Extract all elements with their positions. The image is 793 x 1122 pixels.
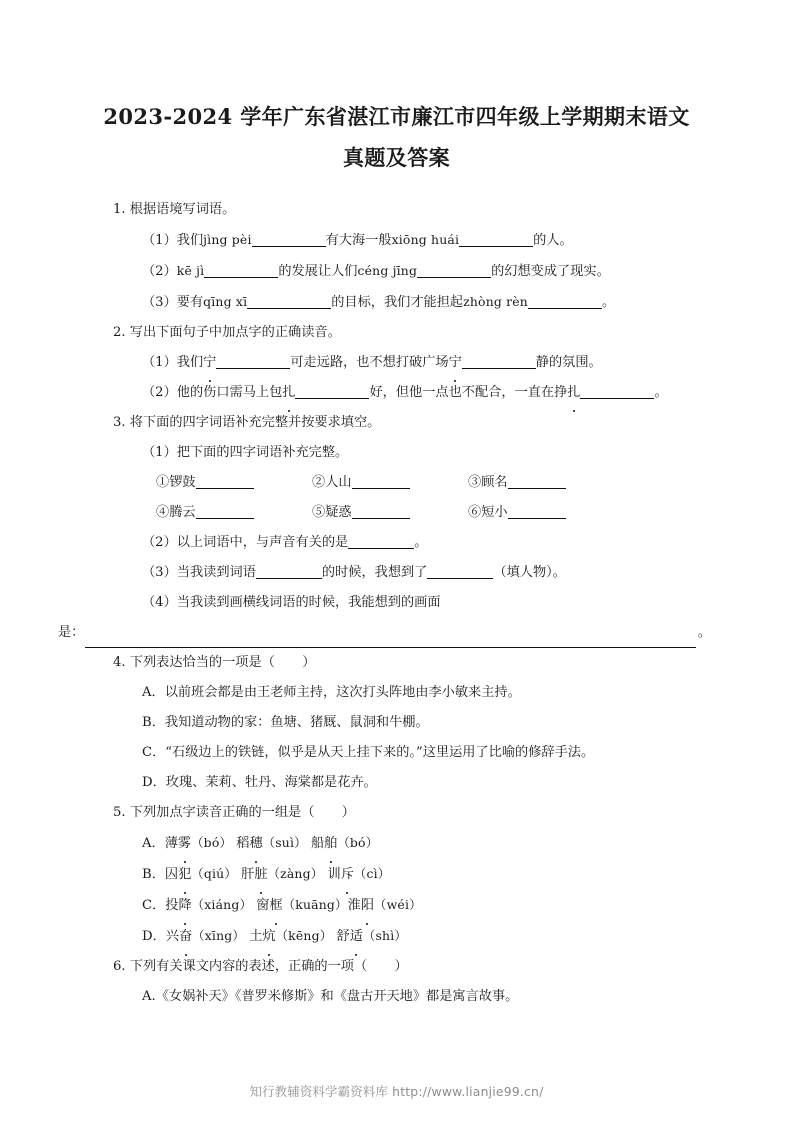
word-pre: 薄 <box>164 836 178 851</box>
answer-rule[interactable] <box>85 633 695 648</box>
item-text-b: 可走远路，也不想打破广场 <box>290 355 449 370</box>
option-letter: D． <box>142 929 166 944</box>
question-1-number: 1. <box>113 202 126 217</box>
word-blank-2 <box>312 468 468 498</box>
sub-text-c: （填人物）。 <box>493 565 566 580</box>
blank-field[interactable] <box>247 293 331 309</box>
dotted-char: 阳 <box>361 891 374 921</box>
blank-field[interactable] <box>256 563 322 579</box>
exam-body <box>0 195 793 1012</box>
question-4-number: 4. <box>113 655 126 670</box>
blank-field[interactable] <box>528 293 602 309</box>
question-5-option-b[interactable] <box>113 859 711 890</box>
word-blank-4 <box>156 498 312 528</box>
pinyin: （xīng） <box>192 928 245 943</box>
question-2-item-1 <box>113 348 711 378</box>
question-4-option-d[interactable]: D．玫瑰、茉莉、牡丹、海棠都是花卉。 <box>142 775 377 790</box>
answer-tail: 。 <box>697 625 711 640</box>
blank-field[interactable] <box>352 503 410 519</box>
answer-slot[interactable] <box>314 805 341 820</box>
blank-field[interactable] <box>417 262 491 278</box>
question-4-option-b[interactable]: B．我知道动物的家：鱼塘、猪厩、鼠洞和牛棚。 <box>142 715 429 730</box>
sub-text-a: （3）当我读到词语 <box>142 565 256 580</box>
question-6-stem: 下列有关课文内容的表述，正确的一项（ <box>129 959 368 974</box>
question-6-option-a[interactable]: A.《女娲补天》《普罗米修斯》和《盘古开天地》都是寓言故事。 <box>142 989 519 1004</box>
pinyin-b: zhòng rèn <box>463 294 528 309</box>
question-3-head <box>113 408 711 438</box>
word-pre: 土 <box>249 929 263 944</box>
word-index: ② <box>312 475 326 490</box>
question-2-stem: 写出下面句子中加点字的正确读音。 <box>129 325 341 340</box>
dotted-char: 框 <box>269 891 282 921</box>
question-6-stem-close: ） <box>394 959 408 974</box>
question-6-number: 6. <box>113 959 126 974</box>
blank-field[interactable] <box>508 503 566 519</box>
pinyin: （kuāng） <box>282 897 348 912</box>
word-row-top <box>113 468 711 498</box>
pinyin: （xiáng） <box>191 897 253 912</box>
question-5-option-a[interactable] <box>113 828 711 859</box>
pinyin: （shì） <box>362 928 407 943</box>
dotted-char: 舶 <box>324 829 337 859</box>
item-text-c: 。 <box>654 385 668 400</box>
pinyin: （bó） <box>337 835 379 850</box>
dotted-char: 宁 <box>449 348 462 378</box>
page-title <box>0 0 793 178</box>
title-line-2: 真题及答案 <box>343 145 450 170</box>
item-text-c: 。 <box>601 295 616 310</box>
blank-field[interactable] <box>295 383 369 399</box>
word-pre: 囚 <box>164 867 179 882</box>
blank-field[interactable] <box>462 353 536 369</box>
word-index: ④ <box>156 505 170 520</box>
pinyin-b: céng jīng <box>357 263 418 278</box>
pinyin-a: jìng pèi <box>203 232 252 247</box>
word-blank-5 <box>312 498 468 528</box>
word-blank-3 <box>468 468 624 498</box>
item-label: （2） <box>142 385 177 400</box>
word-text: 短小 <box>481 505 508 520</box>
question-1-item-1 <box>113 225 711 256</box>
question-3-stem: 将下面的四字词语补充完整并按要求填空。 <box>129 415 381 430</box>
item-text-a: 我们 <box>176 233 204 248</box>
item-text-b: 的目标，我们才能担起 <box>331 295 464 310</box>
word-text: 锣鼓 <box>169 475 196 490</box>
item-text-b: 有大海一般 <box>325 233 392 248</box>
item-text-b: 好，但他一点也不配合，一直在挣 <box>369 385 568 400</box>
word-index: ⑤ <box>312 505 326 520</box>
pinyin: （kēng） <box>275 928 333 943</box>
pinyin: （cì） <box>353 866 391 881</box>
footer-watermark: 知行教辅资料学霸资料库 http://www.lianjie99.cn/ <box>249 1084 544 1099</box>
pinyin-b: xiōng huái <box>391 232 460 247</box>
word-text: 人山 <box>325 475 352 490</box>
question-2-number: 2. <box>113 325 126 340</box>
item-label: （1） <box>142 355 177 370</box>
question-4-option-c[interactable]: C．“石级边上的铁链，似乎是从天上挂下来的。”这里运用了比喻的修辞手法。 <box>142 745 595 760</box>
word-pre: 兴 <box>165 929 179 944</box>
word-pre: 舒 <box>336 929 350 944</box>
item-label: （3） <box>142 295 177 310</box>
item-text-b: 的发展让人们 <box>278 264 358 279</box>
question-3-sub-3 <box>113 558 711 588</box>
item-label: （1） <box>142 233 177 248</box>
answer-prefix: 是： <box>58 625 85 640</box>
question-2-head <box>113 318 711 348</box>
dotted-char: 脏 <box>254 860 267 890</box>
word-index: ③ <box>468 475 482 490</box>
answer-slot[interactable] <box>275 655 302 670</box>
question-2-item-2 <box>113 378 711 408</box>
word-pre: 稻 <box>236 836 250 851</box>
item-text-a: 要有 <box>176 295 204 310</box>
blank-field[interactable] <box>348 533 414 549</box>
item-text-c: 的人。 <box>533 233 573 248</box>
item-text-a: 他的伤口需马上包 <box>176 385 283 400</box>
word-pre: 肝 <box>241 867 255 882</box>
dotted-char: 扎 <box>567 378 580 408</box>
title-line-1: 2023-2024 学年广东省湛江市廉江市四年级上学期期末语文 <box>103 104 690 129</box>
blank-field[interactable] <box>508 473 566 489</box>
blank-field[interactable] <box>196 503 254 519</box>
blank-field[interactable] <box>580 383 654 399</box>
dotted-char: 犯 <box>178 860 191 890</box>
word-blank-1 <box>156 468 312 498</box>
word-pre: 训 <box>327 867 341 882</box>
word-blank-6 <box>468 498 624 528</box>
question-3-answer-line <box>58 618 711 648</box>
item-label: （2） <box>142 264 177 279</box>
pinyin: （zàng） <box>267 866 324 881</box>
word-text: 腾云 <box>169 505 196 520</box>
question-3-sub-4: （4）当我读到画横线词语的时候，我能想到的画面 <box>142 595 441 610</box>
question-3-number: 3. <box>113 415 126 430</box>
sub-text-b: 的时候，我想到了 <box>321 565 428 580</box>
question-1-item-3 <box>113 287 711 318</box>
blank-field[interactable] <box>204 262 278 278</box>
question-4-stem-close: ） <box>302 655 316 670</box>
word-text: 顾名 <box>481 475 508 490</box>
dotted-char: 降 <box>178 891 191 921</box>
question-6-head <box>113 952 711 982</box>
question-5-option-d[interactable] <box>113 921 711 952</box>
word-pre: 窗 <box>256 898 270 913</box>
item-text-c: 静的氛围。 <box>535 355 602 370</box>
question-4-head <box>113 648 711 678</box>
dotted-char: 斥 <box>341 860 354 890</box>
pinyin: （qiú） <box>191 866 237 881</box>
pinyin: （suì） <box>262 835 307 850</box>
word-index: ⑥ <box>468 505 482 520</box>
question-5-stem-close: ） <box>341 805 355 820</box>
dotted-char: 穗 <box>249 829 262 859</box>
sub-text-b: 。 <box>414 535 428 550</box>
word-index: ① <box>156 475 170 490</box>
dotted-char: 炕 <box>262 922 275 952</box>
question-5-number: 5. <box>113 805 126 820</box>
word-pre: 船 <box>310 836 325 851</box>
sub-text-a: （2）以上词语中，与声音有关的是 <box>142 535 349 550</box>
question-1-item-2 <box>113 256 711 287</box>
dotted-char: 扎 <box>282 378 295 408</box>
word-text: 疑惑 <box>325 505 352 520</box>
question-1-head <box>113 195 711 225</box>
option-letter: B． <box>142 867 165 882</box>
question-4-stem: 下列表达恰当的一项是（ <box>129 655 275 670</box>
option-letter: A． <box>142 836 165 851</box>
question-3-sub-1: （1）把下面的四字词语补充完整。 <box>142 445 349 460</box>
question-3-sub-2 <box>113 528 711 558</box>
question-5-head <box>113 798 711 828</box>
answer-slot[interactable] <box>367 959 394 974</box>
word-pre: 淮 <box>347 898 361 913</box>
blank-field[interactable] <box>252 231 326 247</box>
dotted-char: 宁 <box>203 348 216 378</box>
pinyin-a: kē jì <box>176 263 205 278</box>
question-1-stem: 根据语境写词语。 <box>129 202 236 217</box>
item-text-c: 的幻想变成了现实。 <box>491 264 610 279</box>
blank-field[interactable] <box>459 231 533 247</box>
option-letter: C． <box>142 898 166 913</box>
question-5-stem: 下列加点字读音正确的一组是（ <box>129 805 315 820</box>
pinyin: （bó） <box>191 835 233 850</box>
word-row-bottom <box>113 498 711 528</box>
question-5-option-c[interactable] <box>113 890 711 921</box>
dotted-char: 雾 <box>178 829 191 859</box>
question-4-option-a[interactable]: A．以前班会都是由王老师主持，这次打头阵地由李小敏来主持。 <box>142 685 521 700</box>
item-text-a: 我们 <box>176 355 204 370</box>
dotted-char: 适 <box>350 922 363 952</box>
blank-field[interactable] <box>216 353 290 369</box>
dotted-char: 奋 <box>179 922 192 952</box>
pinyin-a: qīng xī <box>203 294 248 309</box>
word-pre: 投 <box>165 898 179 913</box>
blank-field[interactable] <box>196 473 254 489</box>
blank-field[interactable] <box>427 563 493 579</box>
pinyin: （wéi） <box>374 897 422 912</box>
blank-field[interactable] <box>352 473 410 489</box>
